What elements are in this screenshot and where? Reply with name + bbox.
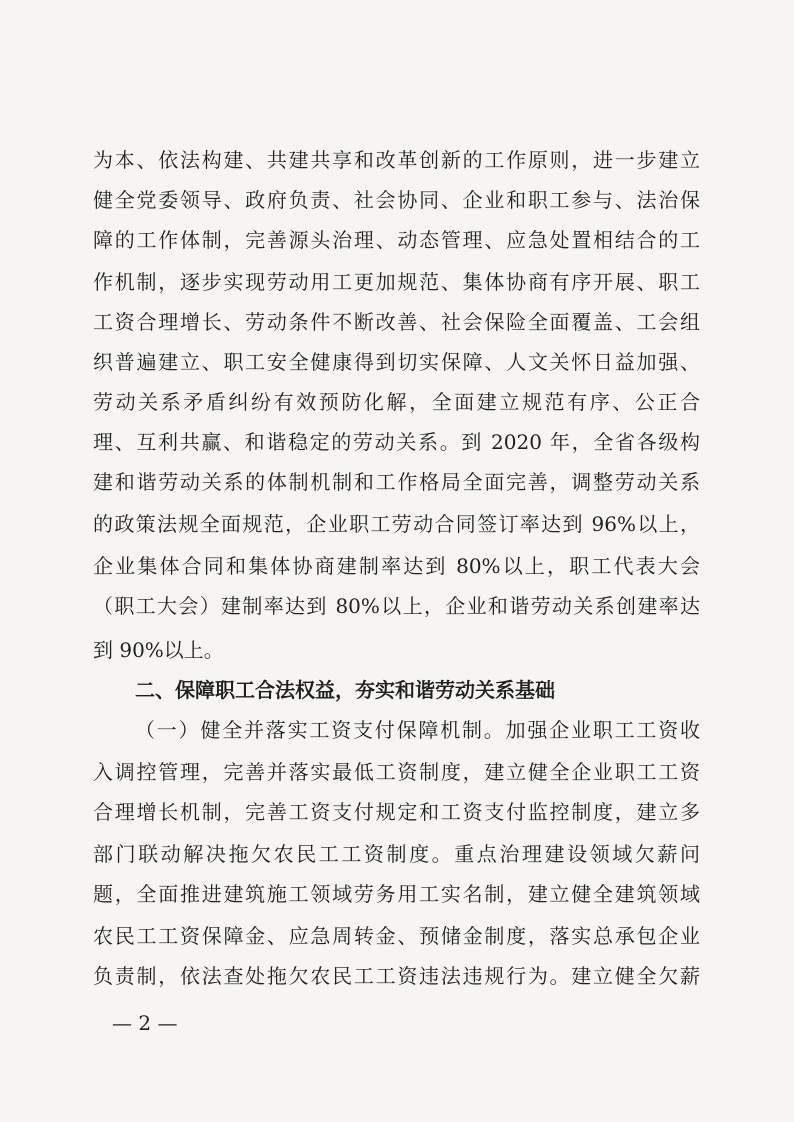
paragraph-line: 建和谐劳动关系的体制机制和工作格局全面完善，调整劳动关系 <box>93 470 700 494</box>
paragraph-line: 作机制，逐步实现劳动用工更加规范、集体协商有序开展、职工 <box>93 270 700 294</box>
paragraph-line: 理、互利共赢、和谐稳定的劳动关系。到 2020 年，全省各级构 <box>93 430 700 454</box>
paragraph-line: （一）健全并落实工资支付保障机制。加强企业职工工资收 <box>135 718 700 742</box>
paragraph-line: 部门联动解决拖欠农民工工资制度。重点治理建设领域欠薪问 <box>93 842 700 866</box>
paragraph-line: 到 90%以上。 <box>93 638 224 662</box>
paragraph-line: 劳动关系矛盾纠纷有效预防化解，全面建立规范有序、公正合 <box>93 390 700 414</box>
paragraph-line: 农民工工资保障金、应急周转金、预储金制度，落实总承包企业 <box>93 924 700 948</box>
section-heading: 二、保障职工合法权益，夯实和谐劳动关系基础 <box>135 678 555 702</box>
paragraph-line: 的政策法规全面规范，企业职工劳动合同签订率达到 96%以上， <box>93 512 700 536</box>
paragraph-line: 为本、依法构建、共建共享和改革创新的工作原则，进一步建立 <box>93 148 700 172</box>
paragraph-line: 健全党委领导、政府负责、社会协同、企业和职工参与、法治保 <box>93 188 700 212</box>
page-number: — 2 — <box>112 1011 178 1035</box>
paragraph-line: 入调控管理，完善并落实最低工资制度，建立健全企业职工工资 <box>93 760 700 784</box>
paragraph-line: 织普遍建立、职工安全健康得到切实保障、人文关怀日益加强、 <box>93 350 700 374</box>
paragraph-line: 工资合理增长、劳动条件不断改善、社会保险全面覆盖、工会组 <box>93 310 700 334</box>
paragraph-line: 障的工作体制，完善源头治理、动态管理、应急处置相结合的工 <box>93 228 700 252</box>
paragraph-line: 合理增长机制，完善工资支付规定和工资支付监控制度，建立多 <box>93 800 700 824</box>
paragraph-line: 企业集体合同和集体协商建制率达到 80%以上，职工代表大会 <box>93 554 700 578</box>
paragraph-line: 题，全面推进建筑施工领域劳务用工实名制，建立健全建筑领域 <box>93 882 700 906</box>
paragraph-line: （职工大会）建制率达到 80%以上，企业和谐劳动关系创建率达 <box>93 594 700 618</box>
paragraph-line: 负责制，依法查处拖欠农民工工资违法违规行为。建立健全欠薪 <box>93 964 700 988</box>
